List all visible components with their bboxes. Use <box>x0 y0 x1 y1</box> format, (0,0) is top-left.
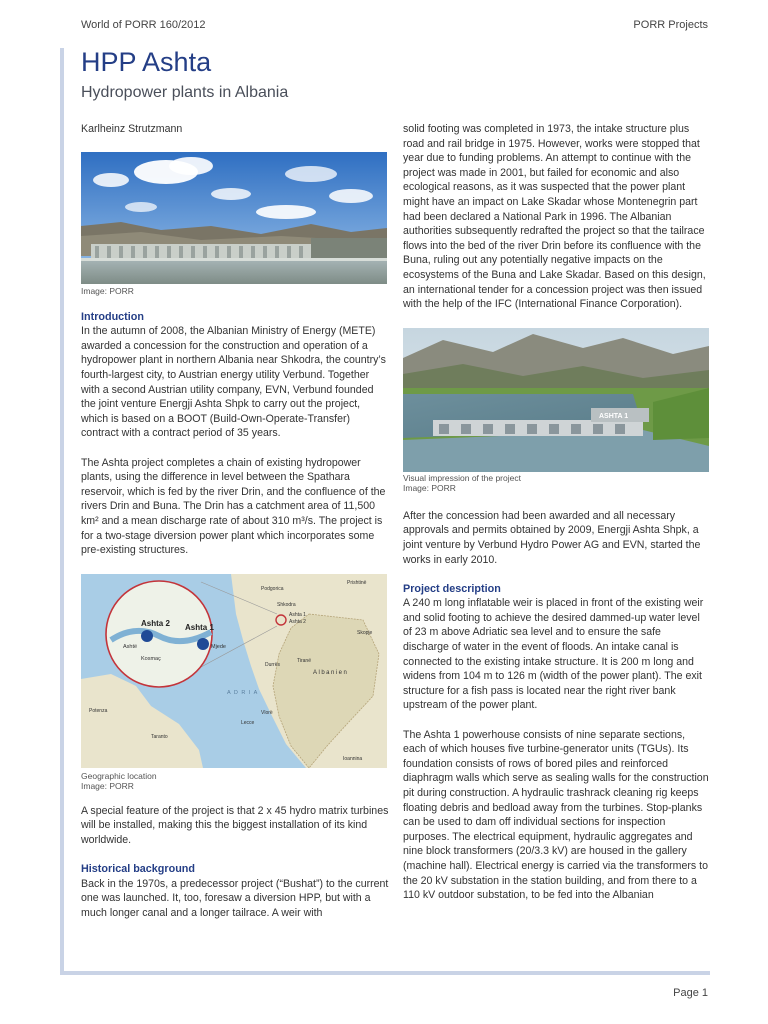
publication-label: World of PORR 160/2012 <box>81 19 206 31</box>
map-label-ashta1-small: Ashta 1 <box>289 611 306 618</box>
map-label-adria: A D R I A <box>227 689 259 696</box>
map-caption-line-1: Geographic location <box>81 770 157 781</box>
map-label-tirana: Tiranë <box>297 657 311 664</box>
map-label-skopje: Skopje <box>357 629 373 636</box>
section-label: PORR Projects <box>633 19 708 31</box>
rendering-label: ASHTA 1 <box>599 412 629 420</box>
heading-introduction: Introduction <box>81 310 144 323</box>
project-rendering <box>403 328 709 472</box>
heading-project-description: Project description <box>403 582 501 595</box>
left-column <box>81 122 389 920</box>
right-column <box>403 122 709 903</box>
map-label-ashta1: Ashta 1 <box>185 622 214 632</box>
special-feature-paragraph: A special feature of the project is that 2 x 45 hydro matrix turbines will be installed, making this the biggest installation of its kind worldwide. <box>81 804 389 846</box>
map-label-mjede: Mjede <box>211 643 226 650</box>
article-subtitle: Hydropower plants in Albania <box>81 84 289 101</box>
map-label-ioannina: Ioannina <box>343 755 363 762</box>
map-caption-line-2: Image: PORR <box>81 780 134 791</box>
article-title: HPP Ashta <box>81 47 212 77</box>
dam-photo <box>81 152 387 284</box>
intro-paragraph-2: The Ashta project completes a chain of existing hydropower plants, using the difference in level between the Spathara reservoir, which is fed by the river Drin, and the confluence of the rivers Drin and Buna. The Drin has a catchment area of 11,500 km² and a mean discharge rate of about 310 m³/s. The project is for a two-stage diversion power plant which incorporates some pre-existing structures. <box>81 456 386 557</box>
map-label-kosmac: Kosmaç <box>141 655 161 662</box>
dam-photo-caption: Image: PORR <box>81 285 134 296</box>
bottom-rule <box>60 971 710 975</box>
map-label-potenza: Potenza <box>89 707 108 714</box>
concession-paragraph: After the concession had been awarded and all necessary approvals and permits obtained by 2009, Energji Ashta Shpk, a joint venture by Verbund Hydro Power AG and EVN, started the works in early 2010. <box>403 509 701 566</box>
map-label-ashta2: Ashta 2 <box>141 618 170 628</box>
author: Karlheinz Strutzmann <box>81 123 183 135</box>
map-label-durres: Durrës <box>265 661 281 668</box>
rendering-caption-line-2: Image: PORR <box>403 482 456 493</box>
map-label-podgorica: Podgorica <box>261 585 284 592</box>
description-paragraph-2: The Ashta 1 powerhouse consists of nine separate sections, each of which houses five turbine-generator units (TGUs). Its foundation consists of rows of bored piles and reinforced diaphragm walls which serve as sealing walls for the construction pit during construction. A hydraulic trashrack cleaning rig keeps floating debris and bedload away from the turbines. Stop-planks can be used to dam off individual sections for inspection purposes. The electrical equipment, hydraulic aggregates and nine block transformers (20/3.3 kV) are housed in the gallery (machine hall). Electrical energy is carried via the transformers to the 20 kV substation in the station building, and from there to a 110 kV outdoor substation, to be fed into the Albanian <box>403 728 709 902</box>
map-label-prishtina: Prishtinë <box>347 579 367 586</box>
left-accent-bar <box>60 48 64 975</box>
map-label-vlore: Vlorë <box>261 709 273 716</box>
rendering-caption-line-1: Visual impression of the project <box>403 472 521 483</box>
intro-paragraph-1: In the autumn of 2008, the Albanian Ministry of Energy (METE) awarded a concession for the construction and operation of a hydropower plant in northern Albania near Shkodra, the country’s fourth-largest city, to Austrian energy utility Verbund. Together with a second Austrian utility company, EVN, Verbund founded the joint venture Energji Ashta Shpk to carry out the project, which is based on a BOOT (Build-Own-Operate-Transfer) contract with a contract period of 35 years. <box>81 325 386 440</box>
history-paragraph: Back in the 1970s, a predecessor project (“Bushat”) to the current one was launched. It, too, foresaw a diversion HPP, but with a much longer canal and a longer tailrace. A weir with <box>81 877 389 919</box>
location-map <box>81 574 387 768</box>
map-label-lecce: Lecce <box>241 719 255 726</box>
history-paragraph-continued: solid footing was completed in 1973, the intake structure plus road and rail bridge in 1975. However, works were stopped that year due to funding problems. An attempt to continue with the project was made in 2001, but failed for economic and also ecological reasons, as it was suspected that the power plant might have an impact on Lake Skadar whose Montenegrin part had been declared a National Park in 1996. The Albanian authorities subsequently redrafted the project so that the tailrace flows into the bed of the river Drin before its confluence with the Buna, ruling out any potentially negative impacts on the ecosystems of the Buna and Lake Skadar. Based on this design, an international tender for a concession project was then issued with the help of the IFC (International Finance Corporation). <box>403 123 706 311</box>
map-label-shkodra: Shkodra <box>277 601 296 608</box>
description-paragraph-1: A 240 m long inflatable weir is placed in front of the existing weir and solid footing to achieve the desired dammed-up water level of 23 m above Adriatic sea level and to ensure the safe discharge of water in the event of floods. An intake canal is connected to the existing intake structure. It is 200 m long and widens from 104 m to 126 m (width of the power plant). The exit structure for a fish pass is located near the right river bank upstream of the power plant. <box>403 597 704 712</box>
map-label-ashta2-small: Ashta 2 <box>289 618 306 625</box>
page-number: Page 1 <box>673 987 708 999</box>
map-label-albania: Albanien <box>313 669 349 676</box>
map-label-taranto: Taranto <box>151 733 168 740</box>
map-label-ashte: Ashtë <box>123 643 138 650</box>
heading-historical-background: Historical background <box>81 863 195 876</box>
